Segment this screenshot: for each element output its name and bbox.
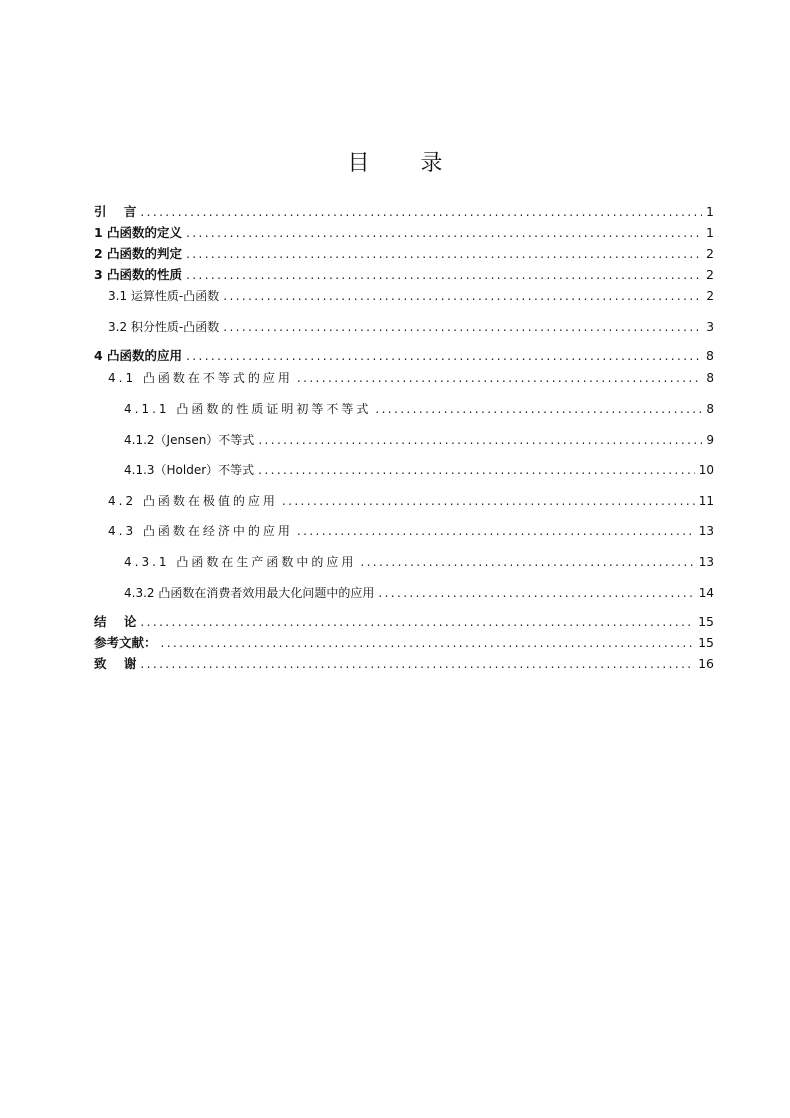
toc-entry-label: 4.2 凸函数在极值的应用: [108, 494, 278, 508]
toc-leader-dots: [378, 584, 694, 602]
toc-entry-section-1[interactable]: [94, 224, 714, 242]
page-title: 目 录: [347, 151, 465, 176]
toc-leader-dots: [140, 655, 694, 673]
toc-entry-page: 16: [698, 656, 714, 671]
toc-entry-references[interactable]: [94, 634, 714, 652]
toc-entry-section-3-2[interactable]: [108, 318, 714, 336]
toc-entry-section-4-3-1[interactable]: [124, 553, 714, 571]
toc-entry-label: 4.1.3（Holder）不等式: [124, 463, 255, 477]
toc-entry-page: 8: [706, 348, 714, 363]
toc-entry-acknowledgements[interactable]: [94, 655, 714, 673]
toc-entry-section-4-1-3[interactable]: [124, 461, 714, 479]
toc-entry-label: 结 论: [94, 614, 137, 629]
toc-leader-dots: [360, 553, 694, 571]
toc-entry-section-2[interactable]: [94, 245, 714, 263]
toc-entry-page: 10: [698, 463, 714, 477]
toc-entry-label: 3 凸函数的性质: [94, 267, 183, 282]
toc-entry-page: 15: [698, 614, 714, 629]
toc-entry-page: 13: [698, 524, 714, 538]
toc-entry-introduction[interactable]: [94, 203, 714, 221]
toc-entry-label: 4.3.2 凸函数在消费者效用最大化问题中的应用: [124, 586, 375, 600]
toc-entry-label: 参考文献：: [94, 635, 157, 650]
toc-entry-page: 1: [706, 225, 714, 240]
toc-entry-label: 致 谢: [94, 656, 137, 671]
toc-entry-label: 4.1.1 凸函数的性质证明初等不等式: [124, 402, 372, 416]
toc-entry-section-3-1[interactable]: [108, 287, 714, 305]
toc-entry-page: 2: [706, 246, 714, 261]
toc-entry-label: 4.1 凸函数在不等式的应用: [108, 371, 293, 385]
toc-entry-section-4-3-2[interactable]: [124, 584, 714, 602]
toc-entry-label: 引 言: [94, 204, 137, 219]
toc-leader-dots: [186, 347, 702, 365]
toc-entry-section-4-1-2[interactable]: [124, 431, 714, 449]
toc-leader-dots: [186, 245, 702, 263]
toc-entry-page: 11: [698, 494, 714, 508]
toc-entry-label: 4.1.2（Jensen）不等式: [124, 433, 255, 447]
toc-leader-dots: [297, 369, 702, 387]
toc-entry-page: 3: [706, 320, 714, 334]
toc-entry-label: 4.3 凸函数在经济中的应用: [108, 524, 293, 538]
toc-entry-label: 1 凸函数的定义: [94, 225, 183, 240]
toc-leader-dots: [140, 203, 702, 221]
toc-entry-page: 2: [706, 289, 714, 303]
toc-entry-section-4-1[interactable]: [108, 369, 714, 387]
toc-leader-dots: [258, 461, 695, 479]
toc-leader-dots: [223, 287, 702, 305]
toc-entry-label: 3.2 积分性质-凸函数: [108, 320, 220, 334]
toc-entry-section-4-3[interactable]: [108, 522, 714, 540]
toc-leader-dots: [258, 431, 702, 449]
toc-entry-page: 1: [706, 204, 714, 219]
toc-entry-page: 14: [698, 586, 714, 600]
toc-entry-page: 8: [706, 371, 714, 385]
toc-entry-section-4-2[interactable]: [108, 492, 714, 510]
toc-entry-page: 15: [698, 635, 714, 650]
toc-leader-dots: [140, 613, 694, 631]
toc-entry-section-4[interactable]: [94, 347, 714, 365]
toc-entry-label: 2 凸函数的判定: [94, 246, 183, 261]
toc-entry-section-4-1-1[interactable]: [124, 400, 714, 418]
toc-leader-dots: [161, 634, 695, 652]
toc-leader-dots: [297, 522, 695, 540]
toc-entry-label: 4 凸函数的应用: [94, 348, 183, 363]
toc-entry-page: 13: [698, 555, 714, 569]
toc-entry-section-3[interactable]: [94, 266, 714, 284]
toc-leader-dots: [186, 266, 702, 284]
toc-entry-label: 4.3.1 凸函数在生产函数中的应用: [124, 555, 357, 569]
toc-entry-page: 9: [706, 433, 714, 447]
toc-leader-dots: [282, 492, 695, 510]
toc-leader-dots: [375, 400, 702, 418]
toc-entry-label: 3.1 运算性质-凸函数: [108, 289, 220, 303]
toc-entry-page: 2: [706, 267, 714, 282]
toc-leader-dots: [223, 318, 702, 336]
toc-entry-page: 8: [706, 402, 714, 416]
toc-leader-dots: [186, 224, 702, 242]
toc-entry-conclusion[interactable]: [94, 613, 714, 631]
